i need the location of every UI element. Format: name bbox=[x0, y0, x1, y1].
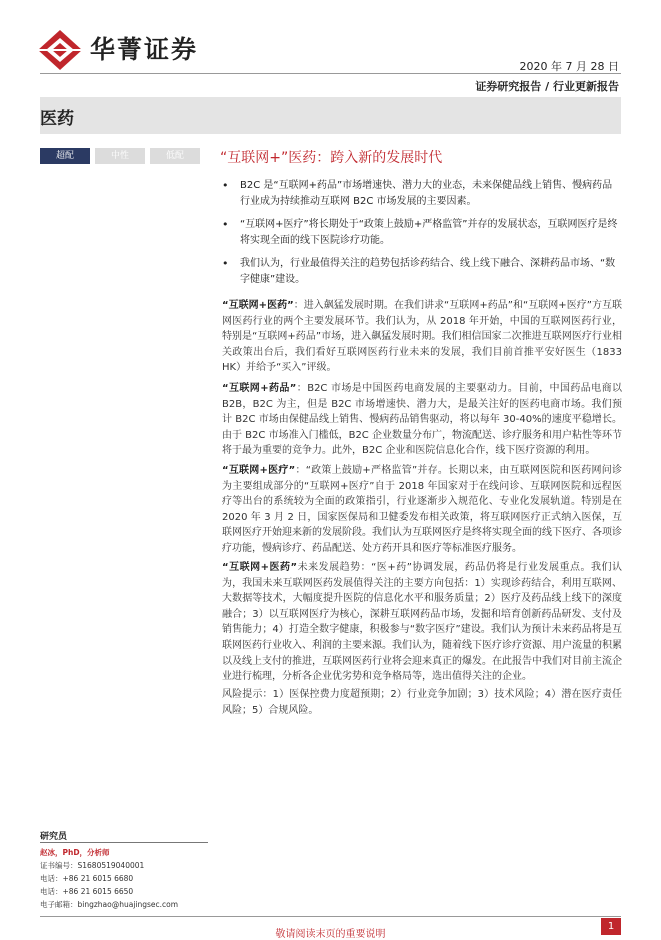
analyst-divider bbox=[40, 842, 208, 843]
report-type: 证券研究报告 / 行业更新报告 bbox=[475, 80, 619, 93]
analyst-phone: 电话：+86 21 6015 6680 bbox=[40, 874, 134, 883]
paragraph-text: ：“政策上鼓励+严格监管”并存。长期以来，由互联网医院和医药网问诊为主要组成部分的“互联网+医疗”自于 2018 年国家对于在线问诊、互联网医院和远程医疗等出台的系统较为全面的政策指引，行业逐渐步入规范化、专业化发展轨道。特别是在 2020 年 3 月 2 日，国家医保局和卫健委发布相关政策，将互联网医疗正式纳入医保，互联网医疗开始迎来新的发展阶段。我们认为互联网医疗是终将实现全面的线下医疗、各项诊疗功能，慢病诊疗、药品配送、处方药开具和医疗等标准医疗服务。 bbox=[222, 465, 622, 554]
report-date: 2020 年 7 月 28 日 bbox=[519, 60, 619, 73]
page-number: 1 bbox=[601, 918, 621, 935]
rating-tab-neutral: 中性 bbox=[95, 148, 145, 164]
brand-logo-icon bbox=[38, 30, 82, 70]
analyst-email: 电子邮箱：bingzhao@huajingsec.com bbox=[40, 900, 179, 909]
risk-warning bbox=[222, 687, 622, 718]
analyst-phone-2: 电话：+86 21 6015 6650 bbox=[40, 887, 134, 896]
report-title: “互联网+”医药：跨入新的发展时代 bbox=[220, 150, 443, 166]
risk-text: ：1）医保控费力度超预期；2）行业竞争加剧；3）技术风险；4）潜在医疗责任风险；5）合规风险。 bbox=[222, 689, 623, 716]
rating-tab-overweight: 超配 bbox=[40, 148, 90, 164]
paragraph-lead: “互联网+医药” bbox=[222, 300, 294, 311]
footer-disclaimer-link: 敬请阅读末页的重要说明 bbox=[275, 929, 386, 940]
key-point: • “互联网+医疗”将长期处于“政策上鼓励+严格监管”并存的发展状态，互联网医疗是终将实现全面的线下医院诊疗功能。 bbox=[222, 217, 622, 248]
key-point: • B2C 是“互联网+药品”市场增速快、潜力大的业态，未来保健品线上销售、慢病药品行业成为持续推动互联网 B2C 市场发展的主要因素。 bbox=[222, 178, 622, 209]
paragraph-text: ：B2C 市场是中国医药电商发展的主要驱动力。目前，中国药品电商以 B2B，B2C 为主，但是 B2C 市场增速快、潜力大，是最关注好的医药电商市场。我们预计 B2C 市场由保健品线上销售、慢病药品销售驱动，将以每年 30-40%的速度平稳增长。由于 B2C 市场准入门槛低，B2C 企业数量分布广，物流配送、诊疗服务和用户粘性等环节将于最为重要的竞争力。此外，B2C 企业和医院信息化合作，线下医疗资源的利用。 bbox=[222, 383, 622, 457]
body-paragraph bbox=[222, 463, 622, 557]
header-divider bbox=[40, 73, 621, 74]
analyst-name: 赵冰，PhD，分析师 bbox=[40, 848, 110, 857]
body-paragraph bbox=[222, 560, 622, 685]
rating-tab-underweight: 低配 bbox=[150, 148, 200, 164]
body-paragraph bbox=[222, 298, 622, 376]
paragraph-lead: “互联网+医疗” bbox=[222, 465, 296, 476]
sector-bar bbox=[40, 97, 621, 134]
paragraph-lead: “互联网+药品” bbox=[222, 383, 297, 394]
analyst-label: 研究员 bbox=[40, 832, 68, 842]
analyst-cert: 证书编号：S1680519040001 bbox=[40, 861, 145, 870]
risk-lead: 风险提示 bbox=[222, 689, 263, 700]
paragraph-text: ：进入飙猛发展时期。在我们讲求“互联网+药品”和“互联网+医疗”方互联网医药行业的两个主要发展环节。我们认为，从 2018 年开始，中国的互联网医药行业，特别是“互联网+药品”市场，进入飙猛发展时期。我们相信国家二次推进互联网医疗行业相关政策出台后，我们看好互联网医药行业未来的发展，我们目前首推平安好医生（1833 HK）并给予“买入”评级。 bbox=[222, 300, 622, 374]
body-paragraph bbox=[222, 381, 622, 459]
sector-title: 医药 bbox=[40, 109, 74, 129]
paragraph-lead: “互联网+医药” bbox=[222, 562, 298, 573]
brand-name: 华菁证券 bbox=[90, 35, 199, 64]
footer-divider bbox=[40, 916, 621, 917]
key-point: • 我们认为，行业最值得关注的趋势包括诊药结合、线上线下融合、深耕药品市场、“数字健康”建设。 bbox=[222, 256, 622, 287]
paragraph-text: 未来发展趋势：“医+药”协调发展，药品仍将是行业发展重点。我们认为，我国未来互联网医药发展值得关注的主要方向包括：1）实现诊药结合，利用互联网、大数据等技术，大幅度提升医院的信息化水平和服务质量；2）医疗及药品线上线下的深度融合；3）以互联网医疗为核心，深耕互联网药品市场，发掘和培育创新药品研发、支付及销售能力；4）打造全数字健康，积极参与“数字医疗”建设。我们认为预计未来药品将是互联网医药行业收入、利润的主要来源。我们认为，随着线下医疗诊疗资源、用户流量的积累以及线上支付的推进，互联网医药行业将会迎来真正的爆发。在此报告中我们对目前主流企业进行梳理，分析各企业优劣势和竞争格局等，选出值得关注的企业。 bbox=[222, 562, 622, 683]
key-points-list bbox=[222, 178, 622, 295]
